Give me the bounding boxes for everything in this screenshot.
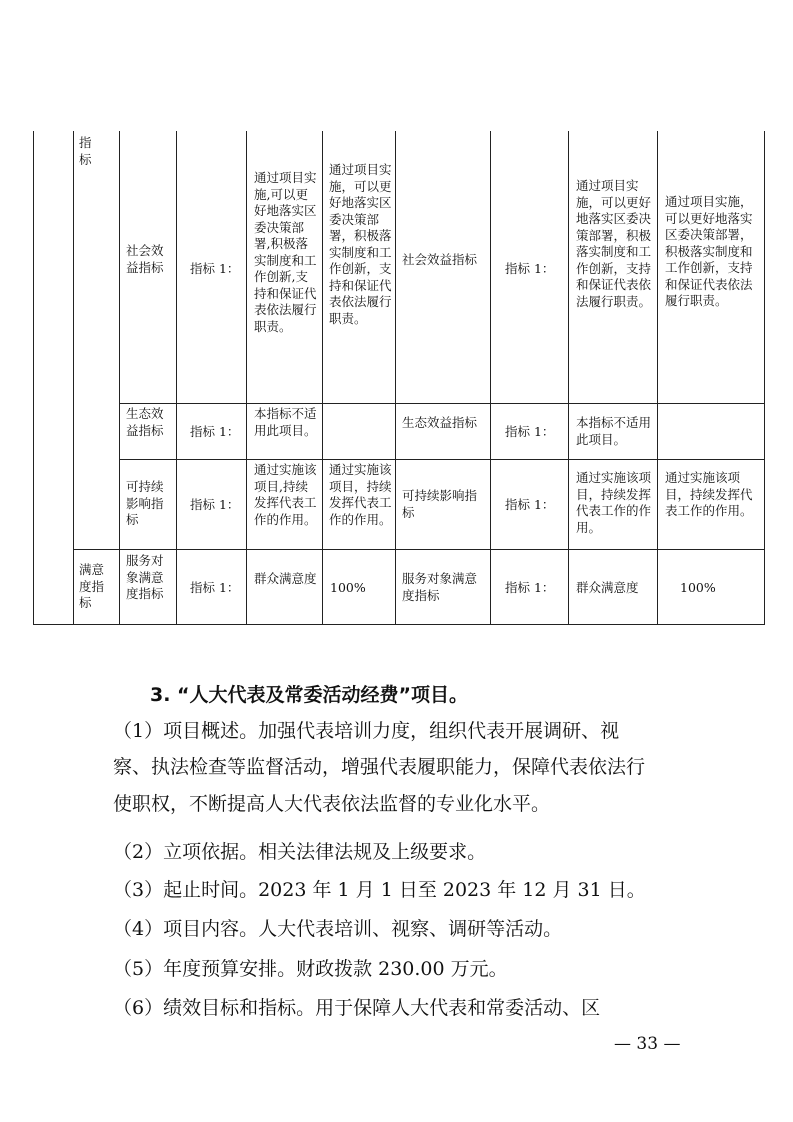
table-border [33,624,765,625]
indicator-value: 通过项目实施，可以更好地落实区委决策部署，积极落实制度和工作创新，支持和保证代表依法履行职责。 [665,194,753,308]
table-border [395,131,396,625]
indicator-value: 100% [680,580,716,595]
table-border [764,131,765,625]
level3-indicator-label: 社会效益指标 [402,252,478,267]
level3-indicator-label: 社会效益指标 [126,243,164,275]
indicator-name: 指标 1： [190,497,240,512]
indicator-name: 指标 1： [190,261,240,276]
level3-indicator-label: 服务对象满意度指标 [402,571,478,603]
table-border [119,131,120,625]
table-border [119,403,765,404]
indicator-name: 指标 1： [505,424,555,439]
body-paragraph-line: （5）年度预算安排。财政拨款 230.00 万元。 [113,958,508,980]
table-border [33,131,34,625]
indicator-value: 通过实施该项目，持续发挥代表工作的作用。 [665,470,753,518]
table-border [490,131,491,625]
indicator-content: 群众满意度 [576,580,639,595]
level3-indicator-label: 生态效益指标 [126,406,164,438]
indicator-value: 通过实施该项目，持续发挥代表工作的作用。 [329,462,392,527]
indicator-name: 指标 1： [190,580,240,595]
indicator-name: 指标 1： [190,424,240,439]
body-paragraph-line: （6）绩效目标和指标。用于保障人大代表和常委活动、区 [113,997,601,1019]
level2-indicator-label: 满意度指标 [79,562,105,610]
body-paragraph-line: （4）项目内容。人大代表培训、视察、调研等活动。 [113,918,563,940]
table-border [176,131,177,625]
indicator-content: 本指标不适用此项目。 [254,406,317,438]
level3-indicator-label: 生态效益指标 [402,415,478,430]
table-border [322,131,323,625]
level2-indicator-label: 指标 [79,135,92,167]
body-paragraph-line: （2）立项依据。相关法律法规及上级要求。 [113,841,487,863]
body-paragraph-line: 使职权，不断提高人大代表依法监督的专业化水平。 [113,793,551,815]
body-paragraph-line: （3）起止时间。2023 年 1 月 1 日至 2023 年 12 月 31 日。 [113,879,646,901]
table-border [73,549,765,550]
indicator-content: 通过实施该项目,持续发挥代表工作的作用。 [254,462,317,527]
indicator-content: 本指标不适用此项目。 [576,415,652,447]
indicator-value: 通过项目实施，可以更好地落实区委决策部署，积极落实制度和工作创新，支持和保证代表依法履行职责。 [329,162,392,326]
indicator-content: 通过项目实施，可以更好地落实区委决策部署，积极落实制度和工作创新，支持和保证代表依法履行职责。 [576,178,652,309]
table-border [568,131,569,625]
body-paragraph-line: （1）项目概述。加强代表培训力度，组织代表开展调研、视 [113,720,620,742]
indicator-content: 通过项目实施,可以更好地落实区委决策部署,积极落实制度和工作创新,支持和保证代表依法履行职责。 [254,170,317,334]
body-paragraph-line: 察、执法检查等监督活动，增强代表履职能力，保障代表依法行 [113,756,646,778]
table-border [119,459,765,460]
level3-indicator-label: 可持续影响指标 [402,488,478,520]
indicator-name: 指标 1： [505,580,555,595]
table-border [657,131,658,625]
indicator-content: 群众满意度 [254,571,317,586]
page-number: — 33 — [614,1034,681,1054]
section-heading: 3. “人大代表及常委活动经费”项目。 [150,684,469,706]
table-border [246,131,247,625]
table-border [73,131,74,625]
indicator-content: 通过实施该项目，持续发挥代表工作的作用。 [576,470,652,535]
level3-indicator-label: 可持续影响指标 [126,479,164,527]
indicator-name: 指标 1： [505,497,555,512]
indicator-value: 100% [330,580,366,595]
indicator-name: 指标 1： [505,261,555,276]
level3-indicator-label: 服务对象满意度指标 [126,553,164,601]
